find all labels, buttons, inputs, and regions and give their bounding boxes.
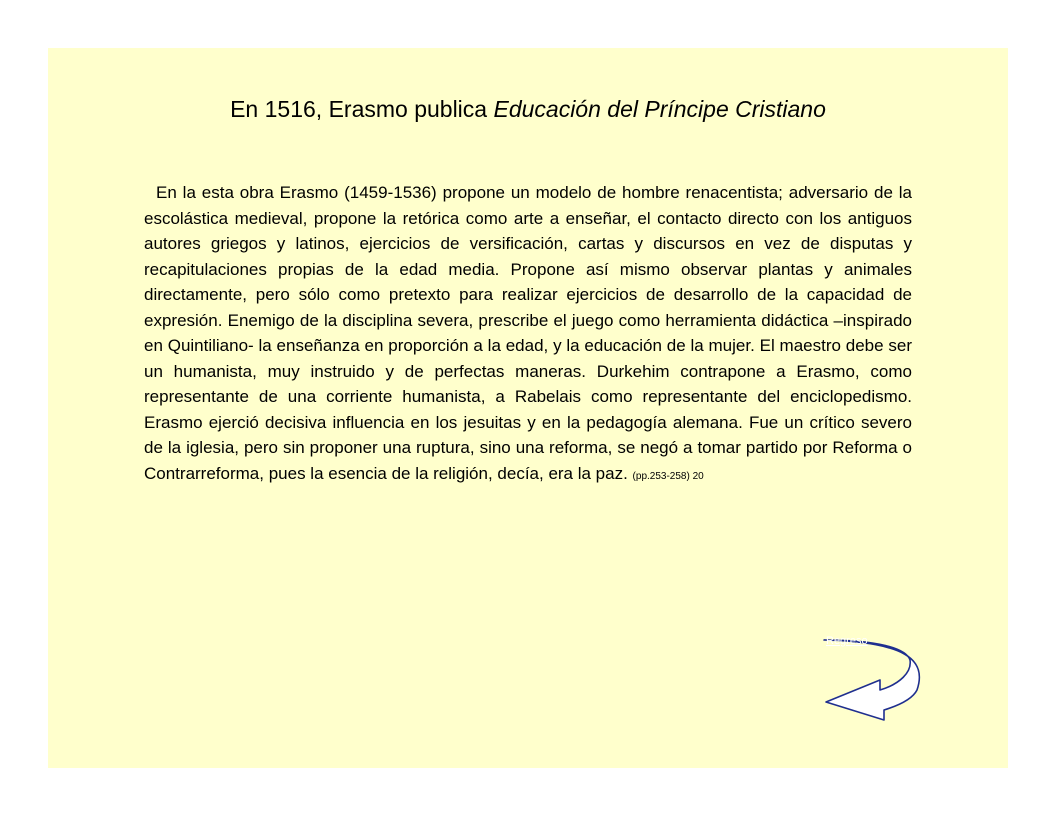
body-text: En la esta obra Erasmo (1459-1536) propone un modelo de hombre renacentista; adversario de la escolástica medieval, propone la retórica como arte a enseñar, el contacto directo con los antiguos autores griegos y latinos, ejercicios de versificación, cartas y discursos en vez de disputas y recapitulaciones propias de la edad media. Propone así mismo observar plantas y animales directamente, pero sólo como pretexto para realizar ejercicios de desarrollo de la capacidad de expresión. Enemigo de la disciplina severa, prescribe el juego como herramienta didáctica –inspirado en Quintiliano- la enseñanza en proporción a la edad, y la educación de la mujer. El maestro debe ser un humanista, muy instruido y de perfectas maneras. Durkehim contrapone a Erasmo, como representante de una corriente humanista, a Rabelais como representante del enciclopedismo. Erasmo ejerció decisiva influencia en los jesuitas y en la pedagogía alemana. Fue un crítico severo de la iglesia, pero sin proponer una ruptura, sino una reforma, se negó a tomar partido por Reforma o Contrarreforma, pues la esencia de la religión, decía, era la paz. (144, 183, 912, 483)
title-lead: En 1516, Erasmo publica (230, 96, 494, 122)
body-paragraph (144, 180, 912, 489)
title-work: Educación del Príncipe Cristiano (493, 96, 826, 122)
return-link[interactable]: Regreso (826, 635, 868, 647)
return-navigation[interactable] (822, 632, 932, 722)
citation: (pp.253-258) 20 (632, 470, 704, 482)
slide-title (48, 96, 1008, 123)
slide (48, 48, 1008, 768)
